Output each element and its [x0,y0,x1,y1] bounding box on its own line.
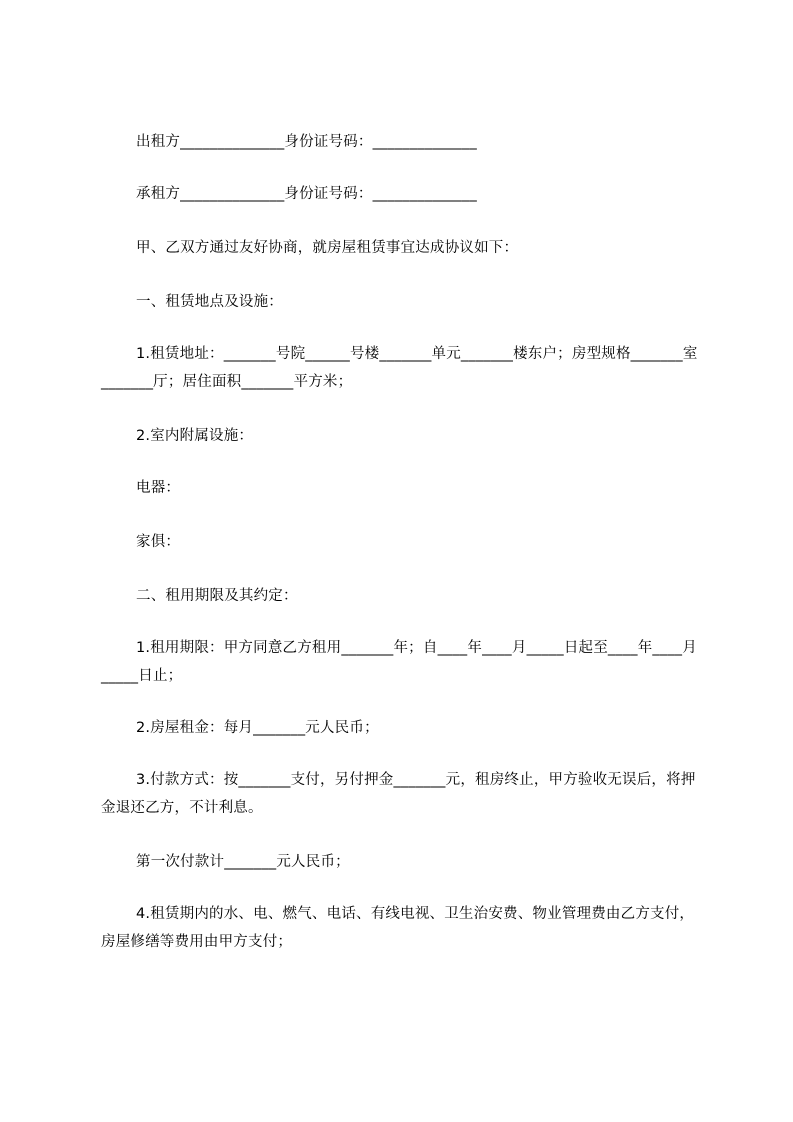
first-payment-line: 第一次付款计_______元人民币； [136,854,350,870]
clause-2-4-utilities: 4.租赁期内的水、电、燃气、电话、有线电视、卫生治安费、物业管理费由乙方支付，房屋修缮等费用由甲方支付； [101,906,695,950]
appliances-line: 电器： [136,480,181,496]
furniture-line: 家俱： [136,534,181,550]
clause-2-1-term: 1.租用期限：甲方同意乙方租用_______年；自____年____月_____日起至____年____月_____日止； [101,640,697,684]
lessee-line: 承租方______________身份证号码：______________ [136,186,477,202]
clause-2-3-payment: 3.付款方式：按_______支付，另付押金_______元，租房终止，甲方验收无误后，将押金退还乙方，不计利息。 [101,772,696,816]
lessor-line: 出租方______________身份证号码：______________ [136,134,477,150]
clause-2-2-rent: 2.房屋租金：每月_______元人民币； [136,720,379,736]
section-2-heading: 二、租用期限及其约定： [136,588,298,604]
clause-1-1-address: 1.租赁地址：_______号院______号楼_______单元_______楼东户；房型规格_______室_______厅；居住面积_______平方米； [101,346,698,390]
clause-1-2-facilities: 2.室内附属设施： [136,428,254,444]
section-1-heading: 一、租赁地点及设施： [136,294,283,310]
agreement-intro: 甲、乙双方通过友好协商，就房屋租赁事宜达成协议如下： [136,240,519,256]
